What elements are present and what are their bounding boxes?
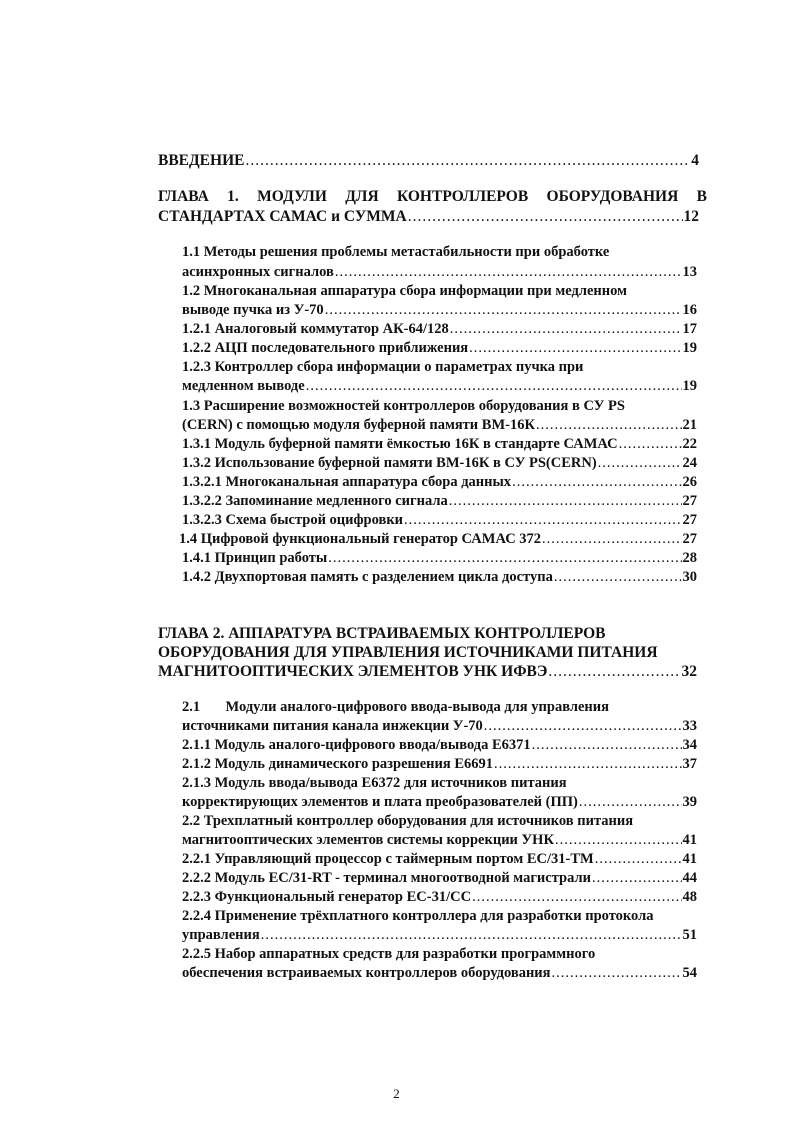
toc-entry-title: 2.2.2 Модуль EC/31-RT - терминал многоотводной магистрали [182,870,591,886]
toc-entry-page: 41 [682,851,697,867]
toc-item [179,530,697,548]
toc-entry-page: 16 [682,302,697,318]
toc-entry-page: 27 [682,493,697,509]
toc-entry-page: 27 [682,531,697,547]
toc-item-line: 2.1.3 Модуль ввода/вывода Е6372 для источников питания [182,775,567,791]
toc-entry-title: источниками питания канала инжекции У-70 [182,718,483,734]
toc-item [182,377,697,395]
toc-entry-title: обеспечения встраиваемых контроллеров оборудования [182,965,551,981]
toc-item [182,301,697,319]
toc-entry-page: 51 [682,927,697,943]
toc-entry-page: 24 [682,455,697,471]
toc-item [182,549,697,567]
toc-entry-page: 39 [682,794,697,810]
toc-entry-title: медленном выводе [182,378,305,394]
chapter-2-title-line1: ГЛАВА 2. АППАРАТУРА ВСТРАИВАЕМЫХ КОНТРОЛЛЕРОВ [158,625,606,642]
toc-entry-page: 30 [682,569,697,585]
toc-item-line: 1.2.3 Контроллер сбора информации о параметрах пучка при [182,359,584,375]
toc-item [182,736,697,754]
toc-entry-title: 1.4.1 Принцип работы [182,550,328,566]
toc-item [182,416,697,434]
toc-item [182,435,697,453]
toc-item [182,454,697,472]
toc-item [182,926,697,944]
toc-item [182,473,697,491]
toc-entry-page: 28 [682,550,697,566]
toc-item [182,850,697,868]
toc-item [182,888,697,906]
toc-entry-page: 41 [682,832,697,848]
toc-item-line: 2.2 Трехплатный контроллер оборудования для источников питания [182,813,634,829]
toc-entry-title: 1.4 Цифровой функциональный генератор САМАС 372 [179,531,542,547]
toc-item-line: 1.3 Расширение возможностей контроллеров оборудования в СУ PS [182,398,625,414]
toc-item-line: 1.1 Методы решения проблемы метастабильности при обработке [182,244,610,260]
toc-item [182,339,697,357]
toc-entry-title: 1.2.1 Аналоговый коммутатор АК-64/128 [182,321,449,337]
toc-entry-title: корректирующих элементов и плата преобразователей (ПП) [182,794,578,810]
toc-entry-page: 37 [682,756,697,772]
toc-entry-page: 48 [682,889,697,905]
toc-entry-page: 26 [682,474,697,490]
toc-item-line: 1.2 Многоканальная аппаратура сбора информации при медленном [182,283,627,299]
toc-entry-page: 19 [682,340,697,356]
toc-item [182,755,697,773]
toc-item [182,568,697,586]
toc-entry-title: 1.3.2.3 Схема быстрой оцифровки [182,512,404,528]
toc-entry-title: 1.2.2 АЦП последовательного приближения [182,340,469,356]
toc-entry-page: 33 [682,718,697,734]
toc-entry-title: 2.2.3 Функциональный генератор EC-31/CC [182,889,472,905]
toc-item [182,869,697,887]
toc-entry-title: 1.3.2.2 Запоминание медленного сигнала [182,493,448,509]
toc-entry-page: 4 [691,152,699,169]
toc-entry-page: 21 [682,417,697,433]
toc-entry-page: 17 [682,321,697,337]
toc-entry-page: 34 [682,737,697,753]
toc-entry-title: магнитооптических элементов системы коррекции УНК [182,832,554,848]
chapter-1-title-line1: ГЛАВА 1. МОДУЛИ ДЛЯ КОНТРОЛЛЕРОВ ОБОРУДОВАНИЯ В [158,188,707,205]
toc-entry-title: 1.3.2.1 Многоканальная аппаратура сбора данных [182,474,512,490]
toc-entry-title: СТАНДАРТАХ САМАС и СУММА [158,208,407,225]
toc-entry-page: 19 [682,378,697,394]
toc-entry-title: 2.1.2 Модуль динамического разрешения Е6691 [182,756,494,772]
toc-entry-page: 27 [682,512,697,528]
chapter-2-title-line3 [158,663,697,681]
page-number: 2 [393,1086,400,1101]
toc-item [182,320,697,338]
chapter-2-title-line2: ОБОРУДОВАНИЯ ДЛЯ УПРАВЛЕНИЯ ИСТОЧНИКАМИ ПИТАНИЯ [158,644,658,661]
toc-entry-title: (CERN) с помощью модуля буферной памяти ВМ-16К [182,417,535,433]
toc-entry-title: ВВЕДЕНИЕ [158,152,245,169]
toc-item-line: 2.1 Модули аналого-цифрового ввода-вывода для управления [182,699,609,715]
toc-entry-title: 2.2.1 Управляющий процессор с таймерным портом EC/31-TM [182,851,594,867]
toc-item [182,793,697,811]
toc-entry-title: асинхронных сигналов [182,264,334,280]
chapter-1-title-line2 [158,208,699,226]
toc-entry-page: 22 [682,436,697,452]
toc-intro [158,152,699,170]
toc-entry-page: 54 [682,965,697,981]
toc-entry-title: 2.1.1 Модуль аналого-цифрового ввода/вывода Е6371 [182,737,531,753]
toc-item-line: 2.2.4 Применение трёхплатного контроллера для разработки протокола [182,908,654,924]
toc-entry-title: 1.3.2 Использование буферной памяти ВМ-16К в СУ PS(CERN) [182,455,597,471]
toc-entry-page: 32 [681,663,697,680]
toc-item [182,263,697,281]
toc-entry-title: управления [182,927,260,943]
toc-entry-page: 12 [683,208,699,225]
toc-item [182,492,697,510]
toc-entry-title: МАГНИТООПТИЧЕСКИХ ЭЛЕМЕНТОВ УНК ИФВЭ [158,663,548,680]
toc-entry-title: 1.4.2 Двухпортовая память с разделением цикла доступа [182,569,553,585]
toc-entry-page: 44 [682,870,697,886]
toc-item [182,831,697,849]
toc-item-line: 2.2.5 Набор аппаратных средств для разработки программного [182,946,596,962]
toc-entry-title: выводе пучка из У-70 [182,302,324,318]
toc-item [182,964,697,982]
toc-item [182,511,697,529]
toc-entry-title: 1.3.1 Модуль буферной памяти ёмкостью 16К в стандарте САМАС [182,436,618,452]
toc-item [182,717,697,735]
toc-entry-page: 13 [682,264,697,280]
